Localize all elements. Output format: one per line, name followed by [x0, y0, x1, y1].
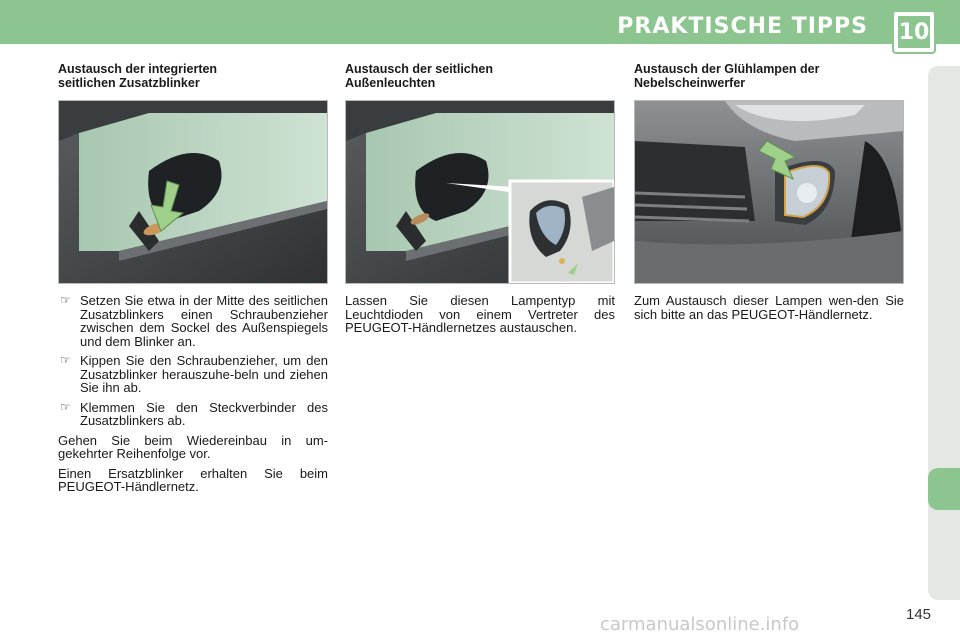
instruction-step: ☞ Setzen Sie etwa in der Mitte des seitlichen Zusatzblinkers einen Schraubenzieher zwischen dem Sockel des Außenspiegels und dem Blinker an. [60, 293, 328, 349]
side-rail [928, 66, 960, 600]
chapter-side-tab[interactable] [928, 468, 960, 510]
pointing-hand-icon: ☞ [60, 353, 71, 367]
section-text [58, 294, 328, 494]
section-side-lights [345, 62, 615, 341]
fog-lamp-photo [634, 100, 904, 284]
section-heading: Austausch der Glühlampen der Nebelscheinwerfer [634, 62, 820, 90]
page-number: 145 [906, 606, 932, 623]
pointing-hand-icon: ☞ [60, 293, 71, 307]
paragraph: Gehen Sie beim Wiedereinbau in um-gekehrter Reihenfolge vor. [58, 432, 328, 461]
paragraph: Einen Ersatzblinker erhalten Sie beim PEUGEOT-Händlernetz. [58, 465, 328, 494]
section-text [634, 294, 904, 321]
chapter-number: 10 [898, 16, 930, 48]
instruction-step: ☞ Klemmen Sie den Steckverbinder des Zusatzblinkers ab. [60, 399, 328, 428]
section-heading: Austausch der seitlichen Außenleuchten [345, 62, 493, 90]
section-side-repeater [58, 62, 328, 500]
mirror-repeater-photo [58, 100, 328, 284]
section-fog-lamps [634, 62, 904, 327]
paragraph: Zum Austausch dieser Lampen wen-den Sie sich bitte an das PEUGEOT-Händlernetz. [634, 293, 904, 322]
section-text [345, 294, 615, 335]
watermark: carmanualsonline.info [600, 614, 800, 635]
side-light-photo [345, 100, 615, 284]
chapter-badge [892, 10, 936, 54]
page-title: PRAKTISCHE TIPPS [617, 14, 868, 39]
paragraph: Lassen Sie diesen Lampentyp mit Leuchtdioden von einem Vertreter des PEUGEOT-Händlernetzes austauschen. [345, 293, 615, 335]
instruction-step: ☞ Kippen Sie den Schraubenzieher, um den Zusatzblinker herauszuhe-beln und ziehen Sie ihn ab. [60, 353, 328, 395]
section-heading: Austausch der integrierten seitlichen Zusatzblinker [58, 62, 218, 90]
pointing-hand-icon: ☞ [60, 399, 71, 414]
